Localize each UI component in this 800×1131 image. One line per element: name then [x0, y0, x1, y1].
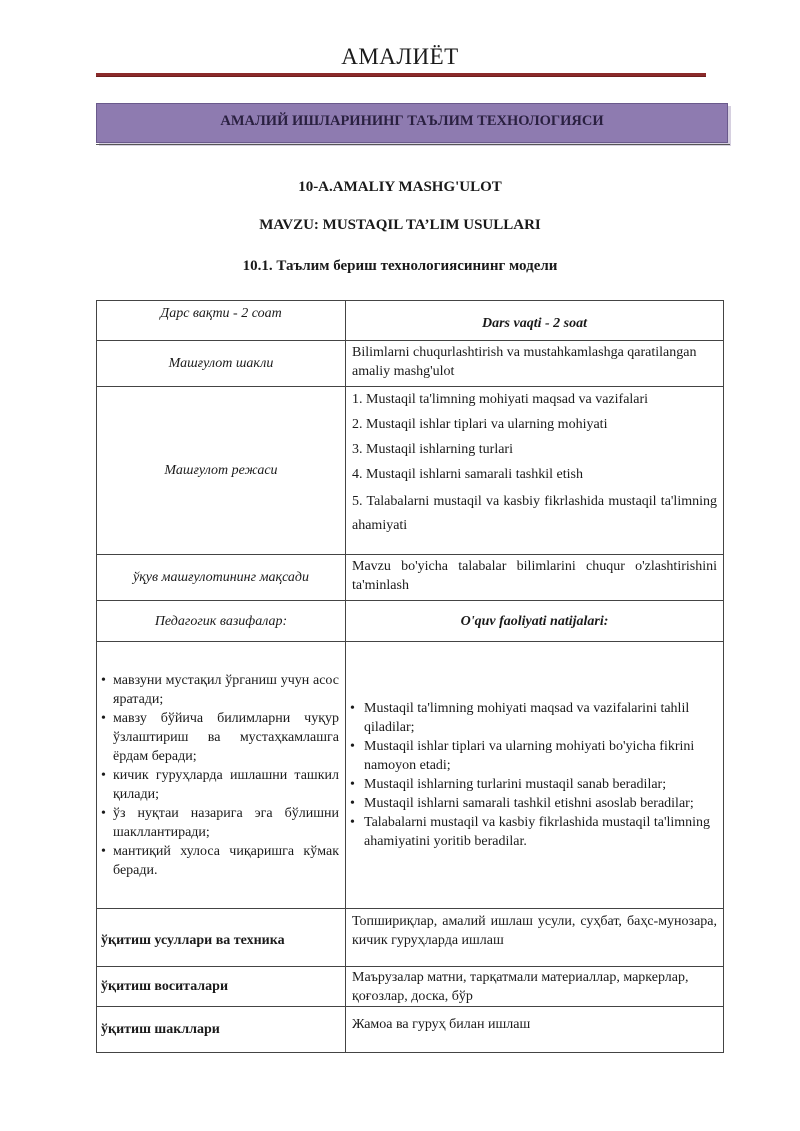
model-heading: 10.1. Таълим бериш технологиясининг модели	[242, 258, 558, 274]
table-row	[97, 909, 724, 967]
plan-list	[346, 387, 724, 555]
form-value: Bilimlarni chuqurlashtirish va mustahkamlashga qaratilangan amaliy mashg'ulot	[346, 341, 724, 387]
form-label: Машғулот шакли	[97, 341, 346, 387]
table-row	[97, 1007, 724, 1053]
result-item: • Mustaqil ta'limning mohiyati maqsad va vazifalarini tahlil qiladilar;	[350, 699, 717, 737]
forms-value: Жамоа ва гуруҳ билан ишлаш	[346, 1007, 724, 1053]
table-row	[97, 555, 724, 601]
table-row	[97, 967, 724, 1007]
methods-label: ўқитиш усуллари ва техника	[97, 909, 346, 967]
task-item: • мантиқий хулоса чиқаришга кўмак беради.	[101, 842, 339, 880]
section-banner	[96, 103, 728, 143]
table-row	[97, 601, 724, 642]
plan-item: 5. Talabalarni mustaqil va kasbiy fikrlashida mustaqil ta'limning ahamiyati	[352, 494, 717, 533]
time-label: Дарс вақти - 2 соат	[97, 301, 346, 341]
lesson-model-table	[96, 300, 724, 1053]
tasks-list	[101, 671, 339, 880]
task-item: • мавзу бўйича билимларни чуқур ўзлаштириш ва мустаҳкамлашга ёрдам беради;	[101, 709, 339, 766]
task-item: • мавзуни мустақил ўрганиш учун асос яратади;	[101, 671, 339, 709]
table-row	[97, 387, 724, 555]
results-label: O'quv faoliyati natijalari:	[346, 601, 724, 642]
time-value: Dars vaqti - 2 soat	[346, 301, 724, 341]
banner-divider	[96, 144, 730, 145]
plan-item: 4. Mustaqil ishlarni samarali tashkil etish	[352, 467, 583, 482]
title-underline	[96, 73, 706, 77]
section-banner-text: АМАЛИЙ ИШЛАРИНИНГ ТАЪЛИМ ТЕХНОЛОГИЯСИ	[220, 113, 604, 129]
tasks-label: Педагогик вазифалар:	[97, 601, 346, 642]
task-item: • кичик гуруҳларда ишлашни ташкил қилади;	[101, 766, 339, 804]
table-row	[97, 341, 724, 387]
plan-item: 3. Mustaqil ishlarning turlari	[352, 442, 513, 457]
plan-item: 2. Mustaqil ishlar tiplari va ularning mohiyati	[352, 417, 608, 432]
goal-label: ўқув машғулотининг мақсади	[97, 555, 346, 601]
goal-value: Mavzu bo'yicha talabalar bilimlarini chuqur o'zlashtirishini ta'minlash	[346, 555, 724, 601]
plan-item: 1. Mustaqil ta'limning mohiyati maqsad va vazifalari	[352, 392, 649, 407]
forms-label: ўқитиш шакллари	[97, 1007, 346, 1053]
table-row	[97, 301, 724, 341]
task-item: • ўз нуқтаи назарига эга бўлишни шакллантиради;	[101, 804, 339, 842]
results-list	[350, 699, 717, 851]
result-item: • Mustaqil ishlarni samarali tashkil etishni asoslab beradilar;	[350, 794, 717, 813]
results-cell	[346, 642, 724, 909]
result-item: • Mustaqil ishlar tiplari va ularning mohiyati bo'yicha fikrini namoyon etadi;	[350, 737, 717, 775]
lesson-heading: 10-A.AMALIY MASHG'ULOT	[298, 179, 502, 195]
tasks-cell	[97, 642, 346, 909]
result-item: • Talabalarni mustaqil va kasbiy fikrlashida mustaqil ta'limning ahamiyatini yoritib beradilar.	[350, 813, 717, 851]
table-row	[97, 642, 724, 909]
page-title: АМАЛИЁТ	[341, 44, 459, 69]
tools-value: Маърузалар матни, тарқатмали материаллар, маркерлар, қоғозлар, доска, бўр	[346, 967, 724, 1007]
tools-label: ўқитиш воситалари	[97, 967, 346, 1007]
result-item: • Mustaqil ishlarning turlarini mustaqil sanab beradilar;	[350, 775, 717, 794]
plan-label: Машғулот режаси	[97, 387, 346, 555]
topic-heading: MAVZU: MUSTAQIL TA’LIM USULLARI	[259, 217, 541, 233]
methods-value: Топшириқлар, амалий ишлаш усули, суҳбат, баҳс-мунозара, кичик гуруҳларда ишлаш	[346, 909, 724, 967]
